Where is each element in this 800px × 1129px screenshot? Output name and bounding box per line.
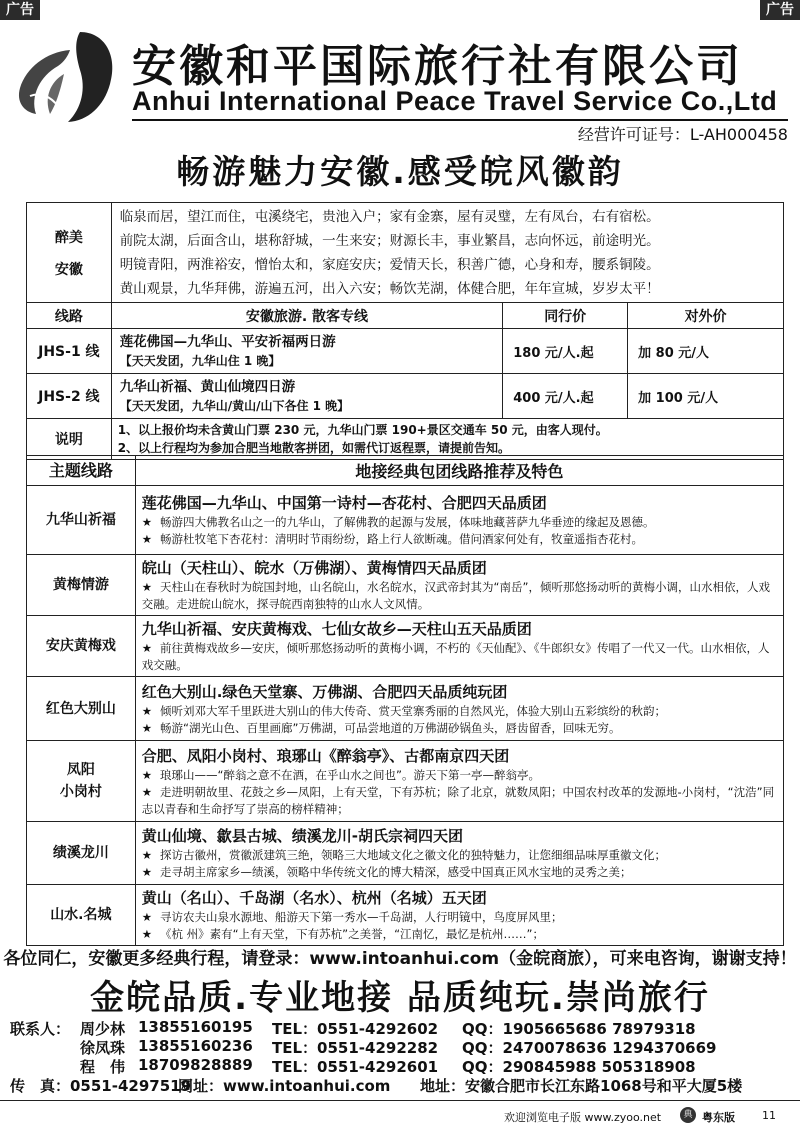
theme-label: 黄梅情游 [27,555,136,616]
theme-row [27,486,784,555]
theme-label: 九华山祈福 [27,486,136,555]
company-name-en: Anhui International Peace Travel Service Co.,Ltd [132,86,778,116]
star-icon: ★ [141,703,153,718]
theme-row [27,741,784,822]
theme-label: 安庆黄梅戏 [27,616,136,677]
theme-title: 皖山（天柱山）、皖水（万佛湖）、黄梅情四天品质团 [141,559,487,577]
route-desc: 九华山祈福、黄山仙境四日游 【天天发团，九华山/黄山/山下各住 1 晚】 [111,374,503,419]
theme-label: 山水.名城 [27,885,136,946]
poem-text: 临泉而居，望江而住，屯溪绕宅，贵池入户；家有金寨，屋有灵璧，左有凤台，右有宿松。 前院太湖，后面含山，堪称舒城，一生来安；财源长丰，事业繁昌，志向怀远，前途明光。 明镜青阳，两淮裕安，憎怡太和，家庭安庆；爱情天长，积善广德，心身和寿，腰系铜陵。 黄山观景，九华拜佛，游遍五河，出入六安；畅饮芜湖，体健合肥，年年宣城，岁岁太平！ [111,203,783,303]
promo-text: 各位同仁，安徽更多经典行程，请登录：www.intoanhui.com（金皖商旅），可来电咨询，谢谢支持！ [3,949,797,969]
peer-price: 180 元/人.起 [503,329,628,374]
theme-row [27,555,784,616]
peer-price: 400 元/人.起 [503,374,628,419]
star-icon: ★ [141,784,153,799]
contact-row [10,1075,790,1094]
theme-content: 莲花佛国—九华山、中国第一诗村—杏花村、合肥四天品质团 ★ 畅游四大佛教名山之一的九华山，了解佛教的起源与发展，体味地藏菩萨九华垂迹的缘起及恩德。 ★ 畅游杜牧笔下杏花村：清明时节雨纷纷，路上行人欲断魂。借问酒家何处有，牧童遥指杏花村。 [135,486,783,555]
contact-qq: QQ：290845988 505318908 [462,1058,696,1076]
theme-table [26,455,784,946]
route-row [27,374,784,419]
star-icon: ★ [141,865,153,879]
theme-header-row [27,456,784,486]
contact-mobile: 18709828889 [138,1056,253,1074]
theme-content: 黄山（名山）、千岛湖（名水）、杭州（名城）五天团 ★ 寻访农夫山泉水源地、船游天下第一秀水—千岛湖，人行明镜中，鸟度屏风里； ★ 《杭 州》素有“上有天堂，下有苏杭”之美誉，“江南忆，最忆是杭州……”； [135,885,783,946]
star-icon: ★ [141,515,153,529]
theme-row [27,885,784,946]
company-logo-icon [10,26,122,126]
contact-qq: QQ：2470078636 1294370669 [462,1039,717,1057]
tagline: 金皖品质.专业地接 品质纯玩.崇尚旅行 [90,978,710,1018]
route-code: JHS-2 线 [27,374,112,419]
theme-header-label: 主题线路 [27,456,136,486]
slogan: 畅游魅力安徽.感受皖风徽韵 [176,152,624,191]
theme-title: 莲花佛国—九华山、中国第一诗村—杏花村、合肥四天品质团 [141,494,547,512]
header-public-price: 对外价 [628,303,784,329]
theme-content: 黄山仙境、歙县古城、绩溪龙川-胡氏宗祠四天团 ★ 探访古徽州，赏徽派建筑三绝，领略三大地域文化之徽文化的独特魅力，让您细细品味厚重徽文化； ★ 走寻胡主席家乡—绩溪，领略中华传统文化的博大精深，感受中国真正风水宝地的灵秀之美； [135,822,783,885]
star-icon: ★ [141,580,153,594]
theme-content: 皖山（天柱山）、皖水（万佛湖）、黄梅情四天品质团 ★ 天柱山在春秋时为皖国封地，山名皖山，水名皖水，汉武帝封其为“南岳”，倾听那悠扬动听的黄梅小调，山水相依，人戏交融。走进皖山皖水，探寻皖西南独特的山水人文风情。 [135,555,783,616]
contact-label: 联系人： [10,1020,71,1038]
page-number: 11 [762,1109,776,1122]
public-price: 加 80 元/人 [628,329,784,374]
address: 地址：安徽合肥市长江东路1068号和平大厦5楼 [420,1077,743,1095]
theme-content: 合肥、凤阳小岗村、琅琊山《醉翁亭》、古都南京四天团 ★ 琅琊山——“醉翁之意不在酒，在乎山水之间也”。游天下第一亭—醉翁亭。 ★ 走进明朝故里、花鼓之乡—凤阳，上有天堂，下有苏杭；除了北京，就数凤阳；中国农村改革的发源地-小岗村，“沈浩”同志以青春和生命抒写了崇高的榜样精神； [135,741,783,822]
star-icon: ★ [141,767,153,782]
company-name-cn: 安徽和平国际旅行社有限公司 [132,41,743,92]
license-number: 经营许可证号：L-AH000458 [577,125,788,144]
ad-label-left: 广告 [0,0,40,20]
star-icon: ★ [141,848,153,862]
title-divider [132,119,788,121]
contact-block [10,1018,790,1094]
contact-row [10,1018,790,1037]
theme-title: 黄山仙境、歙县古城、绩溪龙川-胡氏宗祠四天团 [141,827,463,845]
contact-name: 徐凤珠 [80,1039,126,1057]
theme-content: 红色大别山.绿色天堂寨、万佛湖、合肥四天品质纯玩团 ★ 倾听刘邓大军千里跃进大别山的伟大传奇、赏天堂寨秀丽的自然风光，体验大别山五彩缤纷的秋韵； ★ 畅游“湖光山色、百里画廊”万佛湖，可品尝地道的万佛湖砂锅鱼头，唇齿留香，回味无穷。 [135,677,783,741]
star-icon: ★ [141,641,153,655]
note-row [27,419,784,460]
contact-qq: QQ：1905665686 78979318 [462,1020,696,1038]
publication-logo-icon: 典 [680,1107,696,1123]
route-header-row [27,303,784,329]
contact-name: 周少林 [80,1020,126,1038]
contact-name: 程 伟 [80,1058,126,1076]
poem-row [27,203,784,303]
theme-label: 红色大别山 [27,677,136,741]
theme-content: 九华山祈福、安庆黄梅戏、七仙女故乡—天柱山五天品质团 ★ 前往黄梅戏故乡—安庆，倾听那悠扬动听的黄梅小调，不朽的《天仙配》、《牛郎织女》传唱了一代又一代。山水相依，人戏交融。 [135,616,783,677]
contact-row [10,1037,790,1056]
theme-title: 九华山祈福、安庆黄梅戏、七仙女故乡—天柱山五天品质团 [141,620,532,638]
star-icon: ★ [141,910,153,924]
footer-edition: 粤东版 [702,1111,735,1124]
theme-row [27,677,784,741]
poem-label: 醉美 安徽 [27,203,112,303]
note-label: 说明 [27,419,112,460]
route-desc: 莲花佛国—九华山、平安祈福两日游 【天天发团，九华山住 1 晚】 [111,329,503,374]
header-route-name: 安徽旅游. 散客专线 [111,303,503,329]
contact-tel: TEL：0551-4292602 [272,1020,439,1038]
header-line: 线路 [27,303,112,329]
theme-row [27,616,784,677]
contact-tel: TEL：0551-4292282 [272,1039,439,1057]
route-code: JHS-1 线 [27,329,112,374]
contact-row [10,1056,790,1075]
theme-header-title: 地接经典包团线路推荐及特色 [135,456,783,486]
website-link[interactable]: 网址：www.intoanhui.com [178,1077,391,1095]
star-icon: ★ [141,720,153,735]
note-text: 1、以上报价均未含黄山门票 230 元，九华山门票 190+景区交通车 50 元，由客人现付。 2、以上行程均为参加合肥当地散客拼团，如需代订返程票，请提前告知。 [111,419,783,460]
page-footer [0,1100,800,1129]
header-peer-price: 同行价 [503,303,628,329]
theme-title: 黄山（名山）、千岛湖（名水）、杭州（名城）五天团 [141,889,487,907]
theme-title: 合肥、凤阳小岗村、琅琊山《醉翁亭》、古都南京四天团 [141,746,510,765]
contact-mobile: 13855160195 [138,1018,253,1036]
footer-site: 欢迎浏览电子版 www.zyoo.net [504,1111,662,1124]
contact-tel: TEL：0551-4292601 [272,1058,439,1076]
contact-mobile: 13855160236 [138,1037,253,1055]
public-price: 加 100 元/人 [628,374,784,419]
star-icon: ★ [141,927,153,941]
theme-title: 红色大别山.绿色天堂寨、万佛湖、合肥四天品质纯玩团 [141,682,508,701]
theme-label: 绩溪龙川 [27,822,136,885]
star-icon: ★ [141,532,153,546]
theme-label: 凤阳 小岗村 [27,741,136,822]
route-row [27,329,784,374]
theme-row [27,822,784,885]
route-table [26,202,784,460]
ad-label-right: 广告 [760,0,800,20]
fax: 传 真：0551-4297519 [10,1077,192,1095]
